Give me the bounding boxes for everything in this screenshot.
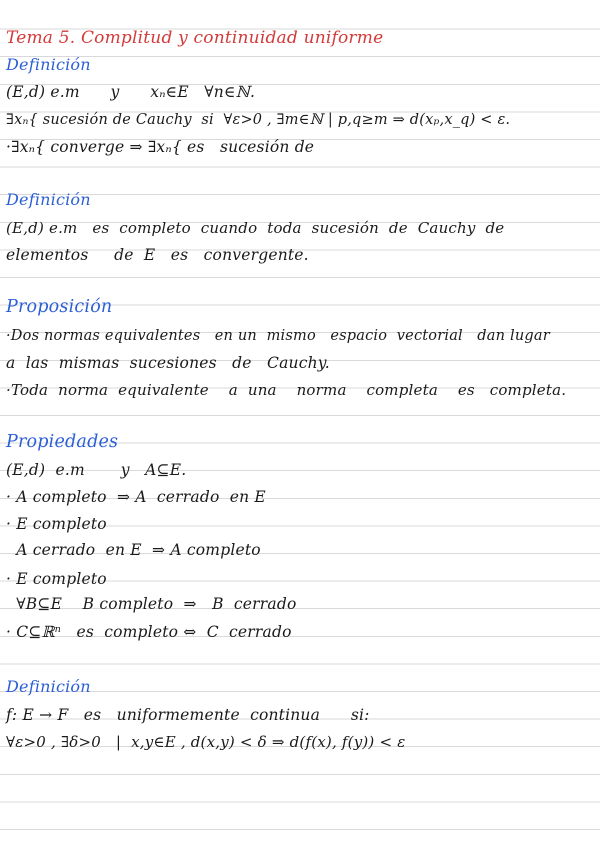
note-line: · C⊆ℝⁿ es completo ⇔ C cerrado [6,623,292,641]
note-line: ∀ε>0 , ∃δ>0 | x,y∈E , d(x,y) < δ ⇒ d(f(x), f(y)) < ε [6,733,406,751]
note-line: · A completo ⇒ A cerrado en E [6,488,266,506]
note-line: ∀B⊆E B completo ⇒ B cerrado [6,595,297,613]
page-title: Tema 5. Complitud y continuidad uniforme [6,28,384,48]
note-line: · E completo [6,515,107,533]
note-line: A cerrado en E ⇒ A completo [6,541,261,559]
note-line: · E completo [6,570,107,588]
note-line: (E,d) e.m es completo cuando toda sucesión de Cauchy de [6,219,505,237]
section-heading-proposicion: Proposición [6,297,113,317]
note-line: (E,d) e.m y xₙ∈E ∀n∈ℕ. [6,83,256,101]
section-heading-definicion-2: Definición [6,190,91,209]
note-line: (E,d) e.m y A⊆E. [6,461,187,479]
section-heading-definicion-3: Definición [6,677,91,696]
note-line: f: E → F es uniformemente continua si: [6,706,370,724]
note-line: elementos de E es convergente. [6,246,309,264]
section-heading-propiedades: Propiedades [6,432,119,452]
note-line: ∃xₙ{ sucesión de Cauchy si ∀ε>0 , ∃m∈ℕ | p,q≥m ⇒ d(xₚ,x_q) < ε. [6,112,511,128]
note-line: ·∃xₙ{ converge ⇒ ∃xₙ{ es sucesión de [6,138,315,156]
note-line: ·Dos normas equivalentes en un mismo espacio vectorial dan lugar [6,328,550,344]
note-line: a las mismas sucesiones de Cauchy. [6,354,330,372]
section-heading-definicion-1: Definición [6,55,91,74]
note-line: ·Toda norma equivalente a una norma completa es completa. [6,381,567,399]
